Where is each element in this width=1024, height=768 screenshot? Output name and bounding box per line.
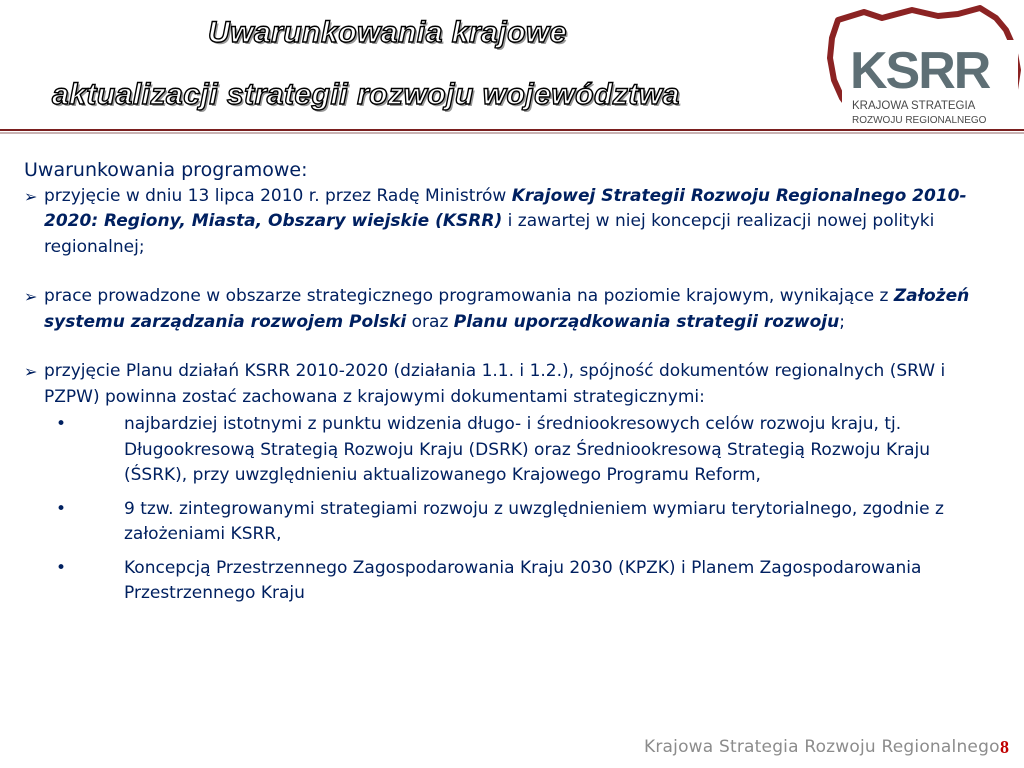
bullet1-post: i zawartej w niej koncepcji realizacji nowej polityki regionalnej; <box>44 211 935 257</box>
bullet2-emphasis-1: Założeń systemu zarządzania rozwojem Polski <box>44 286 970 332</box>
arrow-bullet-icon: ➢ <box>24 287 38 306</box>
sub-list-item <box>24 412 984 489</box>
section-label: Uwarunkowania programowe: <box>24 159 308 181</box>
sub-item-text: 9 tzw. zintegrowanymi strategiami rozwoju z uwzględnieniem wymiaru terytorialnego, zgodnie z założeniami KSRR, <box>124 498 944 544</box>
bullet1-pre: przyjęcie w dniu 13 lipca 2010 r. przez Radę Ministrów <box>44 185 512 206</box>
arrow-bullet-icon: ➢ <box>24 362 38 381</box>
logo-brand-text: KSRR <box>850 42 990 100</box>
bullet2-emphasis-2: Planu uporządkowania strategii rozwoju <box>453 311 840 332</box>
title-divider <box>0 129 1024 134</box>
page-number: 8 <box>1000 737 1009 757</box>
sub-item-text: Koncepcją Przestrzennego Zagospodarowania Kraju 2030 (KPZK) i Planem Zagospodarowania Przestrzennego Kraju <box>124 557 922 603</box>
sub-list-item <box>24 497 984 548</box>
footer-text: Krajowa Strategia Rozwoju Regionalnego <box>644 737 1000 757</box>
dot-bullet-icon: • <box>56 498 67 519</box>
list-item <box>24 359 984 410</box>
sub-item-text: najbardziej istotnymi z punktu widzenia długo- i średniookresowych celów rozwoju kraju, tj. Długookresową Strategią Rozwoju Kraju (DSRK) oraz Średniookresową Strategią Rozwoju Kraju (ŚSRK), przy uwzględnieniu aktualizowanego Krajowego Programu Reform, <box>124 414 931 485</box>
slide-title-line-1: Uwarunkowania krajowe <box>208 16 567 49</box>
slide-body <box>24 158 984 607</box>
list-item <box>24 284 984 335</box>
sub-list-item <box>24 556 984 607</box>
bullet3-text: przyjęcie Planu działań KSRR 2010-2020 (działania 1.1. i 1.2.), spójność dokumentów regionalnych (SRW i PZPW) powinna zostać zachowana z krajowymi dokumentami strategicznymi: <box>44 361 946 407</box>
logo-line-2: ROZWOJU REGIONALNEGO <box>852 115 987 126</box>
ksrr-logo <box>820 0 1024 128</box>
slide-title-line-2: aktualizacji strategii rozwoju województwa <box>52 78 680 111</box>
dot-bullet-icon: • <box>56 557 67 578</box>
bullet2-post: ; <box>839 311 845 332</box>
bullet2-mid: oraz <box>406 311 454 332</box>
bullet2-pre: prace prowadzone w obszarze strategicznego programowania na poziomie krajowym, wynikające z <box>44 286 894 306</box>
list-item <box>24 184 984 261</box>
dot-bullet-icon: • <box>56 414 67 434</box>
arrow-bullet-icon: ➢ <box>24 186 38 206</box>
logo-line-1: KRAJOWA STRATEGIA <box>852 100 976 112</box>
bullet1-emphasis: Krajowej Strategii Rozwoju Regionalnego 2010-2020: Regiony, Miasta, Obszary wiejskie (KSRR) <box>44 185 967 231</box>
